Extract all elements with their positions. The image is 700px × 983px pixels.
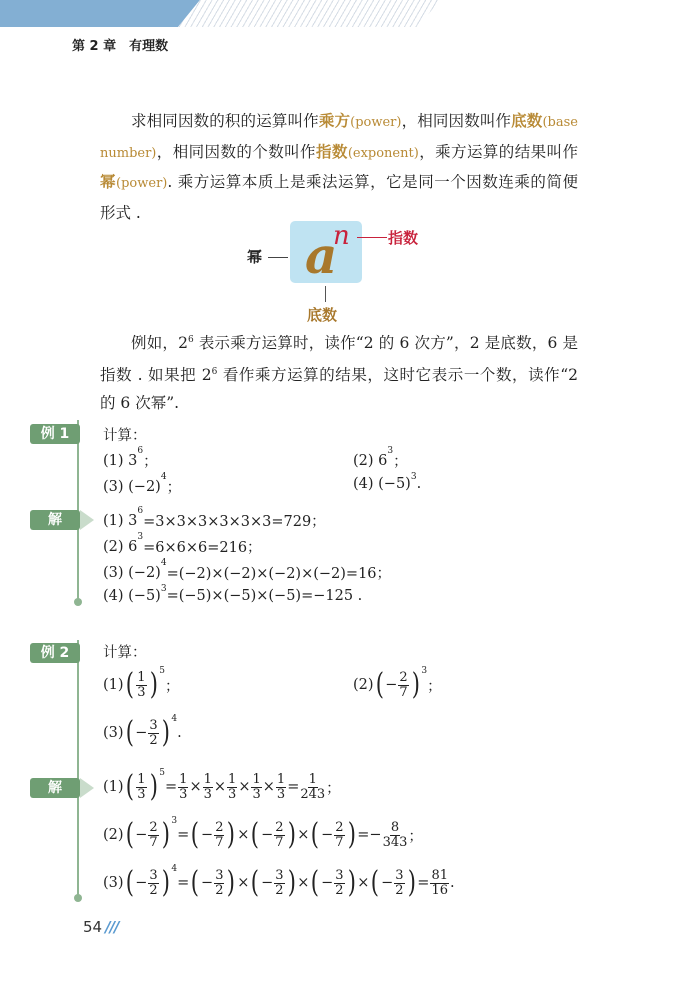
english-term: (power): [116, 176, 168, 191]
superscript: 6: [211, 366, 218, 377]
math-text: (1): [103, 677, 124, 693]
superscript: 6: [187, 335, 194, 345]
numerator: 1: [203, 771, 212, 787]
base-symbol: a: [305, 226, 338, 285]
exponent: 6: [137, 446, 144, 456]
paren: (: [191, 817, 200, 852]
denominator: 2: [395, 882, 404, 898]
fraction: [178, 773, 188, 802]
paren: (: [375, 667, 384, 702]
numerator: 2: [275, 819, 284, 835]
fraction: [394, 869, 404, 898]
exponent: 3: [171, 816, 178, 826]
math-text: =(−2)×(−2)×(−2)×(−2)=16；: [166, 566, 392, 582]
math-text: ×: [357, 875, 370, 891]
exponent-symbol: n: [333, 221, 350, 251]
numerator: 3: [335, 867, 344, 883]
math-text: ；: [427, 678, 442, 695]
keyword-exponent: 指数: [315, 142, 348, 161]
english-term: (exponent): [347, 145, 419, 161]
fraction: [148, 821, 158, 850]
numerator: 81: [431, 867, 448, 883]
header-hatch: [178, 0, 440, 27]
paren: ): [149, 769, 158, 804]
math-text: 计算：: [103, 428, 147, 444]
fraction: [148, 869, 158, 898]
math-text: (3): [103, 875, 124, 891]
math-text: (3): [103, 725, 124, 741]
example1-solution-line: [103, 584, 363, 604]
math-text: ；: [408, 828, 423, 845]
numerator: 2: [399, 669, 408, 685]
example2-solution-line: [103, 816, 423, 852]
example2-solution-line: [103, 864, 455, 900]
math-text: (2): [353, 677, 374, 693]
paren: ): [287, 817, 296, 852]
math-text: −: [135, 827, 148, 843]
math-text: −: [201, 875, 214, 891]
denominator: 2: [149, 732, 158, 748]
numerator: 1: [252, 771, 261, 787]
fraction: [334, 821, 344, 850]
math-text: ×: [237, 827, 250, 843]
english-term: (power): [350, 115, 402, 130]
example1-solution-line: [103, 532, 262, 557]
math-text: ×: [237, 875, 250, 891]
paren: ): [347, 865, 356, 900]
paren: ): [227, 865, 236, 900]
numerator: 1: [228, 771, 237, 787]
numerator: 2: [335, 819, 344, 835]
text: 看作乘方运算的结果，这时它表示一个数，读作“2 的 6 次幂”.: [100, 365, 579, 413]
page-number-text: 54: [83, 918, 103, 936]
math-text: ；: [143, 454, 158, 470]
paren: ): [347, 817, 356, 852]
power-label: 幂: [247, 248, 263, 266]
math-text: =(−5)×(−5)×(−5)=−125 .: [166, 588, 363, 604]
rail-end-dot: [74, 598, 82, 606]
math-text: −: [261, 875, 274, 891]
fraction: [274, 869, 284, 898]
math-text: (4) (−5): [103, 588, 161, 604]
math-text: =: [177, 875, 190, 891]
fraction: [300, 773, 325, 802]
math-text: −: [321, 827, 334, 843]
exponent: 6: [137, 506, 144, 516]
denominator: 7: [399, 684, 408, 700]
math-text: −: [321, 875, 334, 891]
example2-solution-line: [103, 768, 341, 804]
paren: ): [411, 667, 420, 702]
math-text: ×: [189, 779, 202, 795]
math-text: ×: [297, 875, 310, 891]
intro-paragraph: [100, 107, 578, 227]
exponent: 4: [160, 558, 167, 568]
numerator: 1: [179, 771, 188, 787]
text: . 乘方运算本质上是乘法运算，它是同一个因数连乘的简便形式 .: [100, 173, 578, 222]
math-text: −: [385, 677, 398, 693]
fraction: [430, 869, 449, 898]
math-text: −: [135, 725, 148, 741]
math-text: 计算：: [103, 645, 147, 661]
page-mark: ///: [105, 918, 119, 936]
paren: (: [371, 865, 380, 900]
exponent: 4: [171, 714, 178, 724]
math-text: −: [201, 827, 214, 843]
denominator: 343: [382, 834, 408, 850]
numerator: 1: [137, 771, 146, 787]
fraction: [227, 773, 237, 802]
math-text: (2) 6: [103, 538, 138, 555]
text: 表示乘方运算时，读作“2 的 6 次方”，2 是底数，6 是指数 . 如果把 2: [100, 334, 578, 384]
math-text: ；: [166, 480, 182, 496]
paren: ): [407, 865, 416, 900]
denominator: 243: [300, 786, 326, 802]
english-term: (base number): [100, 115, 578, 161]
math-text: =: [177, 827, 190, 843]
denominator: 7: [149, 834, 158, 850]
fraction: [136, 671, 146, 700]
fraction: [214, 869, 224, 898]
numerator: 3: [275, 867, 284, 883]
denominator: 7: [215, 834, 224, 850]
exponent: 5: [159, 666, 165, 676]
text: ，相同因数叫作: [401, 112, 512, 130]
example2-prompt: [103, 641, 147, 662]
math-text: ×: [238, 779, 251, 795]
exponent: 3: [387, 446, 394, 456]
solution-pointer: [80, 778, 94, 798]
numerator: 3: [395, 867, 404, 883]
math-text: (3) (−2): [103, 564, 161, 581]
example2-item: [353, 666, 442, 702]
base-label: 底数: [307, 306, 338, 324]
denominator: 3: [276, 786, 286, 802]
denominator: 2: [149, 882, 158, 898]
example-paragraph: [100, 326, 578, 418]
fraction: [383, 821, 408, 850]
paren: (: [125, 715, 134, 750]
exponent: 3: [160, 584, 167, 594]
paren: (: [191, 865, 200, 900]
fraction: [251, 773, 261, 802]
math-text: (1): [103, 779, 124, 795]
denominator: 3: [137, 684, 146, 700]
example2-item: [103, 666, 180, 702]
numerator: 2: [215, 819, 224, 835]
fraction: [148, 719, 158, 748]
math-text: .: [416, 476, 422, 492]
base-arrow: [325, 286, 326, 302]
fraction: [203, 773, 213, 802]
numerator: 1: [308, 771, 317, 787]
fraction: [274, 821, 284, 850]
fraction: [276, 773, 286, 802]
exponent: 3: [137, 532, 144, 542]
math-text: (2) 6: [353, 452, 388, 469]
solution-pointer: [80, 510, 94, 530]
exponent: 3: [410, 472, 417, 482]
keyword-base: 底数: [511, 112, 543, 130]
math-text: −: [381, 875, 394, 891]
denominator: 3: [228, 786, 237, 802]
example2-tag: 例 2: [30, 643, 80, 663]
example1-item: [353, 446, 408, 471]
denominator: 7: [335, 834, 344, 850]
example1-prompt: [103, 424, 147, 445]
chapter-title: 第 2 章 有理数: [72, 39, 169, 54]
paren: (: [125, 769, 134, 804]
text: ，乘方运算的结果叫作: [418, 142, 578, 161]
fraction: [214, 821, 224, 850]
math-text: =: [165, 779, 178, 795]
numerator: 3: [149, 867, 158, 883]
paren: ): [161, 715, 170, 750]
math-text: =: [417, 875, 430, 891]
denominator: 3: [203, 786, 212, 802]
example1-item: [103, 472, 182, 497]
exponent-label: 指数: [388, 229, 419, 247]
numerator: 3: [215, 867, 224, 883]
math-text: (2): [103, 827, 124, 843]
math-text: ×: [297, 827, 310, 843]
denominator: 2: [215, 882, 224, 898]
fraction: [136, 773, 146, 802]
math-text: (1) 3: [103, 452, 138, 469]
paren: ): [161, 817, 170, 852]
text: 例如，2: [131, 334, 188, 353]
math-text: ；: [165, 678, 180, 695]
exponent: 5: [159, 768, 165, 778]
example1-item: [353, 472, 422, 492]
paren: (: [251, 865, 260, 900]
paren: (: [125, 667, 134, 702]
numerator: 1: [276, 771, 286, 787]
math-text: .: [449, 875, 455, 891]
math-text: (3) (−2): [103, 478, 161, 495]
math-text: =6×6×6=216；: [143, 540, 262, 556]
denominator: 16: [431, 882, 448, 898]
keyword-power: 乘方: [318, 112, 351, 130]
header-band: [0, 0, 200, 27]
math-text: .: [177, 725, 182, 741]
denominator: 2: [335, 882, 344, 898]
paren: ): [287, 865, 296, 900]
example1-item: [103, 446, 158, 471]
example2-item: [103, 714, 182, 750]
solution1-tag: 解: [30, 510, 80, 530]
exponent: 4: [160, 472, 167, 482]
paren: (: [251, 817, 260, 852]
exponent-arrow: [357, 237, 387, 238]
math-text: ；: [393, 454, 408, 470]
math-text: =: [287, 779, 300, 795]
numerator: 8: [390, 819, 400, 835]
numerator: 1: [137, 669, 146, 685]
numerator: 3: [149, 717, 158, 733]
keyword-power-result: 幂: [100, 173, 117, 191]
power-arrow: [268, 257, 288, 258]
numerator: 2: [149, 819, 158, 835]
math-text: ×: [262, 779, 275, 795]
math-text: ×: [213, 779, 227, 795]
paren: ): [227, 817, 236, 852]
denominator: 3: [179, 786, 188, 802]
fraction: [334, 869, 344, 898]
math-text: =−: [357, 827, 382, 843]
denominator: 3: [137, 786, 146, 802]
math-text: (4) (−5): [353, 476, 411, 492]
paren: (: [125, 817, 134, 852]
rail-end-dot: [74, 894, 82, 902]
denominator: 3: [252, 786, 261, 802]
example2-rail: [77, 640, 79, 898]
denominator: 7: [275, 834, 284, 850]
paren: (: [311, 865, 320, 900]
text: 求相同因数的积的运算叫作: [131, 112, 319, 130]
exponent: 4: [171, 864, 178, 874]
exponent: 3: [421, 666, 428, 676]
example1-tag: 例 1: [30, 424, 80, 444]
math-text: (1) 3: [103, 512, 138, 529]
power-diagram: [235, 218, 435, 328]
paren: ): [161, 865, 170, 900]
paren: (: [125, 865, 134, 900]
paren: (: [311, 817, 320, 852]
denominator: 2: [275, 882, 284, 898]
example1-solution-line: [103, 558, 392, 583]
math-text: −: [261, 827, 274, 843]
paren: ): [149, 667, 158, 702]
text: ，相同因数的个数叫作: [156, 142, 316, 161]
math-text: ；: [326, 780, 341, 797]
math-text: =3×3×3×3×3×3=729；: [143, 514, 326, 530]
solution2-tag: 解: [30, 778, 80, 798]
math-text: −: [135, 875, 148, 891]
fraction: [398, 671, 408, 700]
page-number: [83, 918, 119, 936]
example1-solution-line: [103, 506, 326, 531]
